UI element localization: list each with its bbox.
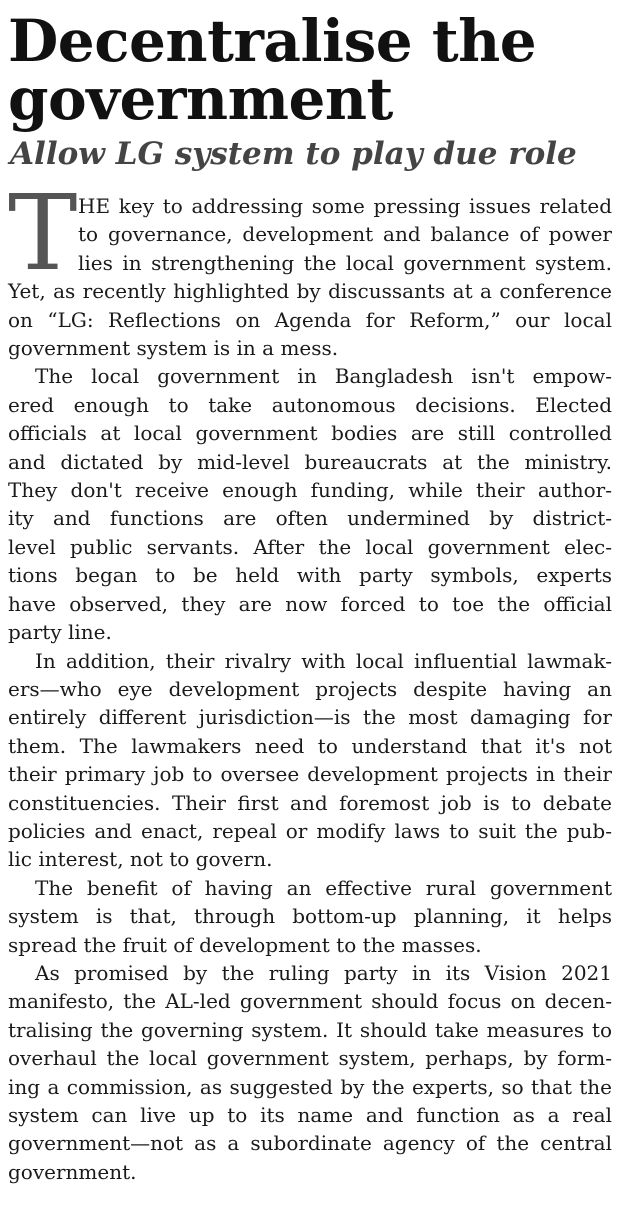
text-line: constituencies. Their first and foremost job is to debate <box>8 790 612 815</box>
text-line: government. <box>8 1159 137 1184</box>
text-line: They don't receive enough funding, while their author- <box>8 478 612 503</box>
subheadline: Allow LG system to play due role <box>10 136 577 172</box>
text-line: entirely different jurisdiction—is the most damaging for <box>8 705 612 730</box>
text-line: officials at local government bodies are still controlled <box>8 421 612 446</box>
text-line: ing a commission, as suggested by the experts, so that the <box>8 1074 612 1099</box>
text-line: overhaul the local government system, perhaps, by form- <box>8 1046 612 1071</box>
paragraph-5 <box>8 959 612 1186</box>
text-line: spread the fruit of development to the masses. <box>8 932 482 957</box>
text-line: to governance, development and balance of power <box>78 222 612 247</box>
headline-line-2: government <box>8 65 393 133</box>
paragraph-2 <box>8 362 612 646</box>
text-line: have observed, they are now forced to toe the official <box>8 591 612 616</box>
text-line: manifesto, the AL-led government should focus on decen- <box>8 989 612 1014</box>
paragraph-3 <box>8 647 612 874</box>
text-line: tralising the governing system. It should take measures to <box>8 1017 612 1042</box>
drop-cap: T <box>8 172 78 294</box>
text-line: Yet, as recently highlighted by discussants at a conference <box>8 279 612 304</box>
text-line: party line. <box>8 620 112 645</box>
text-line: their primary job to oversee development projects in their <box>8 762 612 787</box>
text-line: The benefit of having an effective rural government <box>35 875 612 900</box>
text-line: HE key to addressing some pressing issues related <box>78 194 612 218</box>
text-line: system can live up to its name and function as a real <box>8 1103 612 1127</box>
headline <box>8 0 612 133</box>
paragraph-1 <box>8 172 612 362</box>
text-line: on “LG: Reflections on Agenda for Reform,” our local <box>8 307 612 332</box>
text-line: and dictated by mid-level bureaucrats at the ministry. <box>8 449 612 474</box>
headline-line-1: Decentralise the <box>8 7 537 75</box>
text-line: In addition, their rivalry with local influential lawmak- <box>35 648 612 673</box>
text-line: system is that, through bottom-up planning, it helps <box>8 904 612 929</box>
text-line: level public servants. After the local government elec- <box>8 534 612 559</box>
text-line: lies in strengthening the local government system. <box>78 250 612 275</box>
text-line: ers—who eye development projects despite having an <box>8 676 612 701</box>
text-line: policies and enact, repeal or modify laws to suit the pub- <box>8 818 612 843</box>
text-line: government—not as a subordinate agency of the central <box>8 1131 612 1156</box>
text-line: ered enough to take autonomous decisions. Elected <box>8 392 612 417</box>
article-body <box>8 172 612 1186</box>
text-line: As promised by the ruling party in its Vision 2021 <box>35 960 612 985</box>
text-line: tions began to be held with party symbols, experts <box>8 563 612 588</box>
text-line: lic interest, not to govern. <box>8 847 273 872</box>
article <box>8 0 612 1186</box>
text-line: ity and functions are often undermined by district- <box>8 506 612 531</box>
text-line: them. The lawmakers need to understand that it's not <box>8 733 612 758</box>
paragraph-4 <box>8 874 612 959</box>
text-line: government system is in a mess. <box>8 336 339 361</box>
text-line: The local government in Bangladesh isn't empow- <box>35 364 612 389</box>
